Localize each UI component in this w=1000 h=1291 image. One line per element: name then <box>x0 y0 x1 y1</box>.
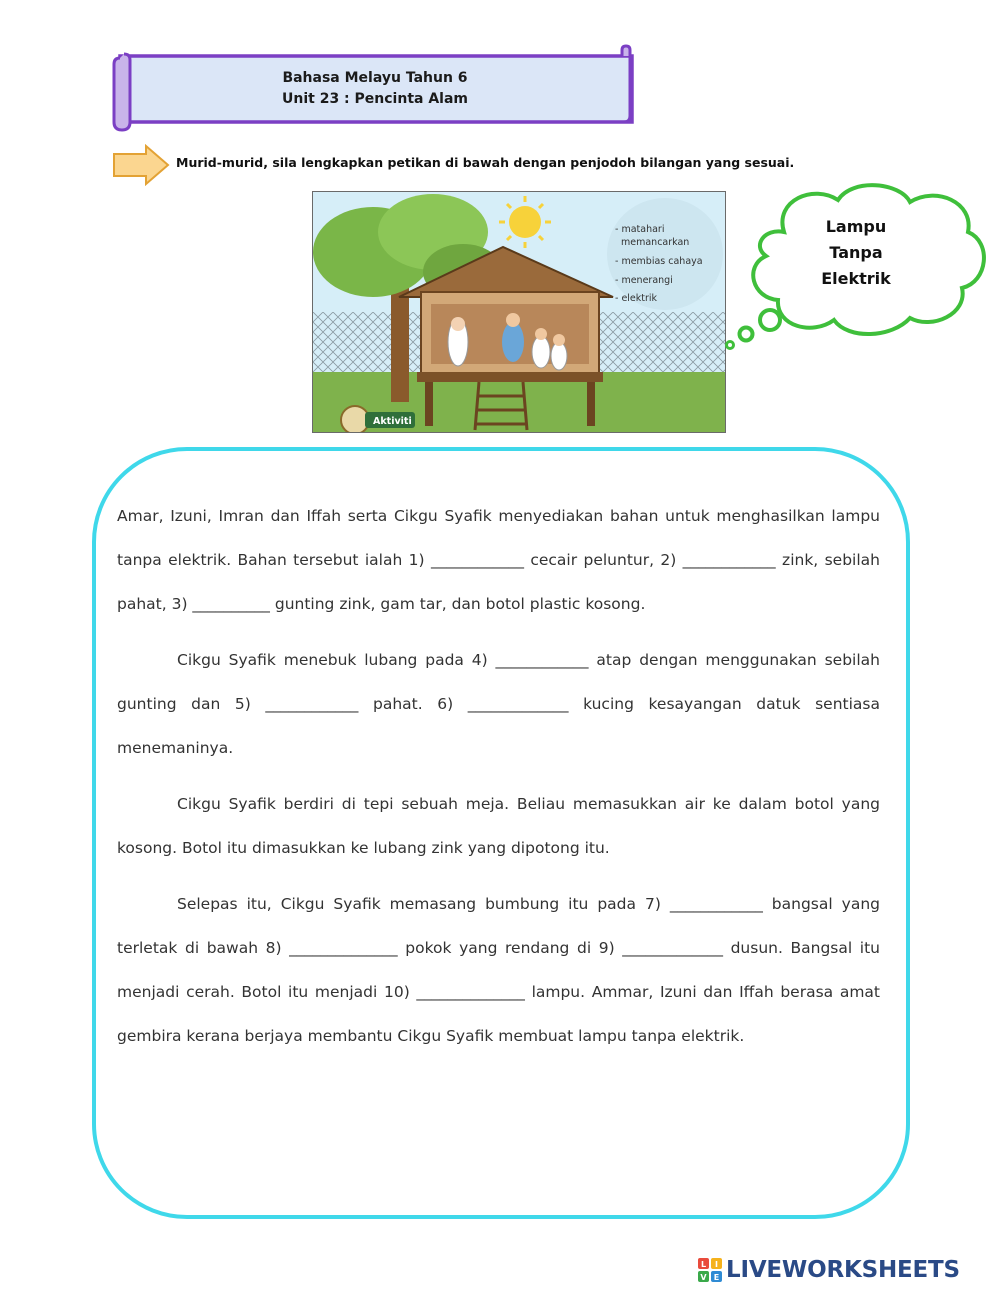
arrow-right-icon <box>112 144 170 186</box>
note-3: - membias cahaya <box>615 256 703 267</box>
paragraph-3: Cikgu Syafik berdiri di tepi sebuah meja. Beliau memasukkan air ke dalam botol yang kosong. Botol itu dimasukkan ke lubang zink yang dipotong itu. <box>117 795 880 857</box>
logo-letter-4: E <box>713 1273 720 1282</box>
paragraph-2: Cikgu Syafik menebuk lubang pada 4) ____________ atap dengan menggunakan sebilah gunting dan 5) ____________ pahat. 6) _____________ kucing kesayangan datuk sentiasa menemaninya. <box>117 651 880 757</box>
bangsal-illustration <box>312 191 726 433</box>
liveworksheets-wordmark: LIVEWORKSHEETS <box>726 1257 960 1283</box>
liveworksheets-logo <box>697 1255 960 1285</box>
cloud-line-2: Tanpa <box>829 243 883 262</box>
instruction-text: Murid-murid, sila lengkapkan petikan di bawah dengan penjodoh bilangan yang sesuai. <box>176 155 795 170</box>
logo-letter-1: L <box>700 1260 707 1269</box>
cloud-line-1: Lampu <box>825 217 887 236</box>
note-2: memancarkan <box>621 237 690 248</box>
note-5: - elektrik <box>615 293 658 304</box>
passage <box>117 494 880 1070</box>
paragraph-4: Selepas itu, Cikgu Syafik memasang bumbung itu pada 7) ____________ bangsal yang terletak di bawah 8) ______________ pokok yang rendang di 9) _____________ dusun. Bangsal itu menjadi cerah. Botol itu menjadi 10) ______________ lampu. Ammar, Izuni dan Iffah berasa amat gembira kerana berjaya membantu Cikgu Syafik membuat lampu tanpa elektrik. <box>117 895 880 1045</box>
note-4: - menerangi <box>615 275 673 286</box>
banner-title <box>150 68 600 110</box>
subject-title: Bahasa Melayu Tahun 6 <box>282 70 468 86</box>
activity-label: Aktiviti <box>373 416 412 427</box>
cloud-caption <box>790 214 922 292</box>
logo-letter-3: V <box>700 1273 707 1282</box>
paragraph-1: Amar, Izuni, Imran dan Iffah serta Cikgu Syafik menyediakan bahan untuk menghasilkan lampu tanpa elektrik. Bahan tersebut ialah 1) ____________ cecair peluntur, 2) ____________ zink, sebilah pahat, 3) __________ gunting zink, gam tar, dan botol plastic kosong. <box>117 507 880 613</box>
cloud-line-3: Elektrik <box>821 269 891 288</box>
logo-letter-2: I <box>715 1260 718 1269</box>
liveworksheets-logo-mark <box>697 1257 723 1283</box>
unit-title: Unit 23 : Pencinta Alam <box>282 91 468 107</box>
note-1: - matahari <box>615 224 665 235</box>
